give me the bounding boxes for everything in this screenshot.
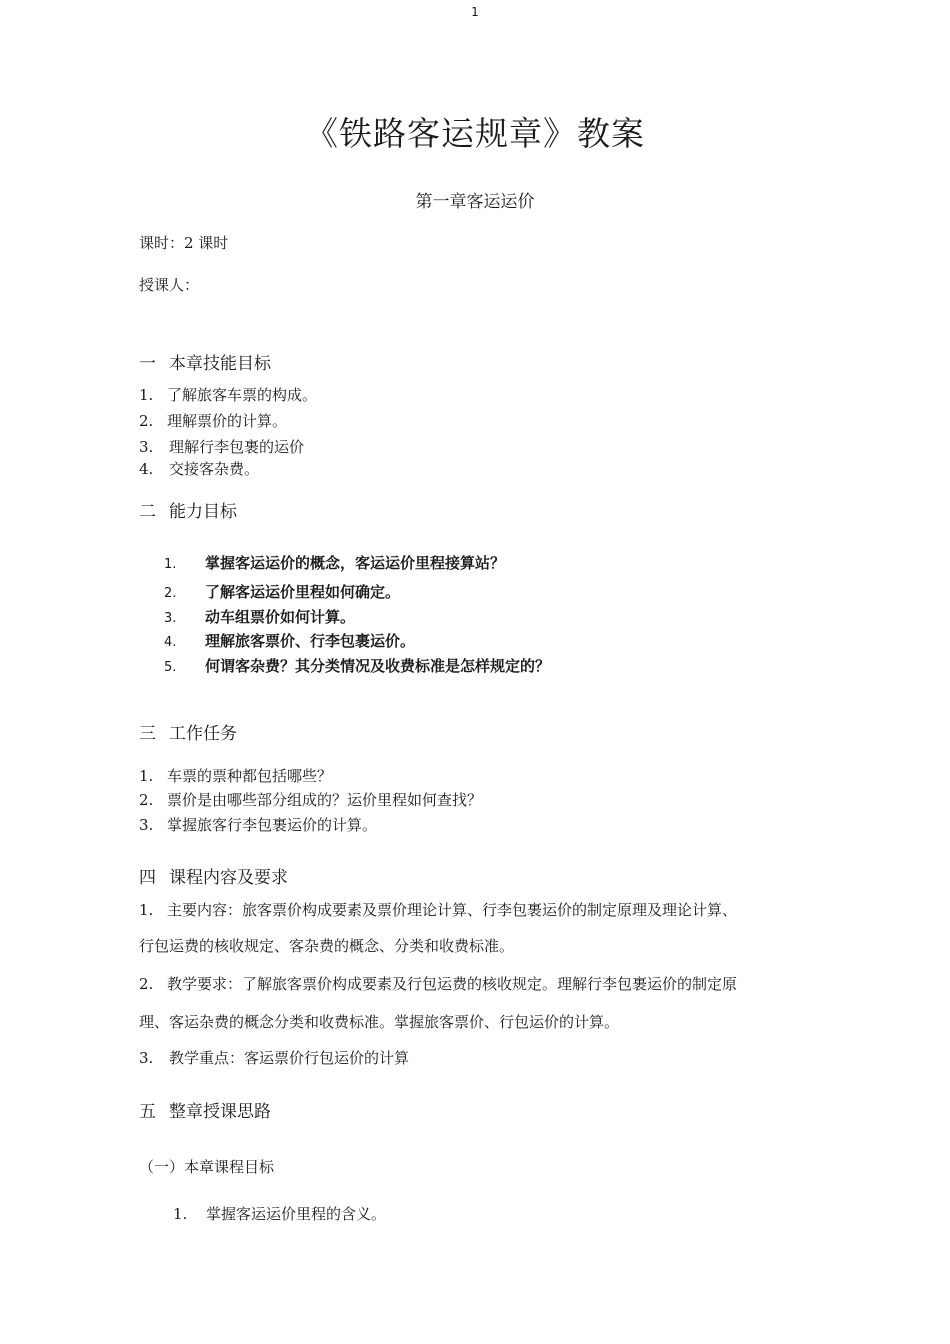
- subsection-heading: （一）本章课程目标: [139, 1158, 275, 1176]
- list-item: 2. 票价是由哪些部分组成的？运价里程如何查找？: [139, 791, 483, 809]
- section-number: 五: [139, 1102, 156, 1122]
- section-number: 一: [139, 354, 156, 374]
- list-item: 4. 交接客杂费。: [139, 460, 260, 478]
- section-title: 整章授课思路: [169, 1102, 271, 1122]
- list-item: 5. 何谓客杂费？其分类情况及收费标准是怎样规定的？: [164, 657, 551, 675]
- document-title: 《铁路客运规章》教案: [305, 114, 645, 153]
- section-heading-5: [139, 1097, 271, 1122]
- section-heading-1: [139, 349, 271, 374]
- paragraph-teaching-focus: 3. 教学重点：客运票价行包运价的计算: [139, 1049, 410, 1067]
- list-item: 3. 理解行李包裹的运价: [139, 438, 305, 456]
- section-title: 课程内容及要求: [169, 868, 288, 888]
- list-item: 3. 动车组票价如何计算。: [164, 608, 356, 626]
- list-item: 1. 车票的票种都包括哪些？: [139, 767, 333, 785]
- section-number: 二: [139, 502, 156, 522]
- section-number: 三: [139, 724, 156, 744]
- list-item: 2. 了解客运运价里程如何确定。: [164, 583, 401, 601]
- section-title: 能力目标: [169, 502, 237, 522]
- paragraph-teaching-requirements-cont: 理、客运杂费的概念分类和收费标准。掌握旅客票价、行包运价的计算。: [139, 1013, 620, 1031]
- section-heading-4: [139, 863, 288, 888]
- paragraph-main-content: 1. 主要内容：旅客票价构成要素及票价理论计算、行李包裹运价的制定原理及理论计算、: [139, 901, 738, 919]
- lecturer: 授课人：: [139, 276, 200, 294]
- section-number: 四: [139, 868, 156, 888]
- list-item: 4. 理解旅客票价、行李包裹运价。: [164, 632, 416, 650]
- class-hours: 课时：2 课时: [139, 234, 229, 252]
- section-title: 工作任务: [169, 724, 237, 744]
- section-title: 本章技能目标: [169, 354, 271, 374]
- list-item: 1. 了解旅客车票的构成。: [139, 386, 318, 404]
- list-item: 1. 掌握客运运价里程的含义。: [173, 1205, 387, 1223]
- list-item: 1. 掌握客运运价的概念，客运运价里程接算站？: [164, 554, 506, 572]
- list-item: 3. 掌握旅客行李包裹运价的计算。: [139, 816, 378, 834]
- section-heading-3: [139, 719, 237, 744]
- chapter-title: 第一章客运运价: [415, 192, 535, 212]
- page-number: 1: [471, 5, 479, 19]
- section-heading-2: [139, 497, 237, 522]
- list-item: 2. 理解票价的计算。: [139, 412, 288, 430]
- paragraph-main-content-cont: 行包运费的核收规定、客杂费的概念、分类和收费标准。: [139, 937, 515, 955]
- paragraph-teaching-requirements: 2. 教学要求：了解旅客票价构成要素及行包运费的核收规定。理解行李包裹运价的制定原: [139, 975, 738, 993]
